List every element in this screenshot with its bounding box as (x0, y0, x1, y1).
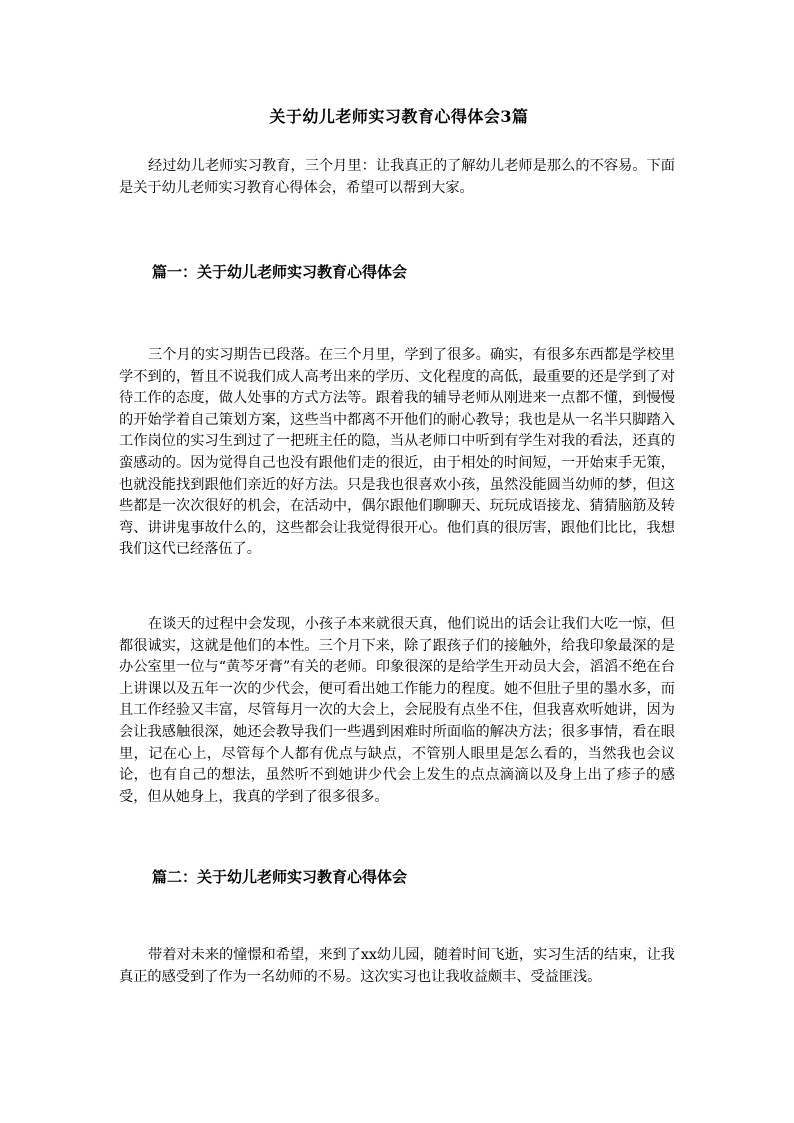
section-1-paragraph-2: 在谈天的过程中会发现，小孩子本来就很天真，他们说出的话会让我们大吃一惊，但都很诚实，这就是他们的本性。三个月下来，除了跟孩子们的接触外，给我印象最深的是办公室里一位与“黄芩牙膏”有关的老师。印象很深的是给学生开动员大会，滔滔不绝在台上讲课以及五年一次的少代会，便可看出她工作能力的程度。她不但肚子里的墨水多，而且工作经验又丰富，尽管每月一次的大会上，会屁股有点坐不住，但我喜欢听她讲，因为会让我感触很深，她还会教导我们一些遇到困难时所面临的解决方法；很多事情，看在眼里，记在心上，尽管每个人都有优点与缺点，不管别人眼里是怎么看的，当然我也会议论，也有自己的想法，虽然听不到她讲少代会上发生的点点滴滴以及身上出了疹子的感受，但从她身上，我真的学到了很多很多。 (119, 616, 675, 805)
section-heading-1: 篇一：关于幼儿老师实习教育心得体会 (152, 263, 408, 281)
document-title: 关于幼儿老师实习教育心得体会3篇 (269, 107, 529, 126)
section-2-paragraph-1: 带着对未来的憧憬和希望，来到了xx幼儿园，随着时间飞逝，实习生活的结束，让我真正的感受到了作为一名幼师的不易。这次实习也让我收益颇丰、受益匪浅。 (119, 947, 675, 985)
intro-paragraph: 经过幼儿老师实习教育，三个月里：让我真正的了解幼儿老师是那么的不容易。下面是关于幼儿老师实习教育心得体会，希望可以帮到大家。 (119, 158, 675, 196)
section-heading-2: 篇二：关于幼儿老师实习教育心得体会 (152, 868, 408, 886)
section-1-paragraph-1: 三个月的实习期告已段落。在三个月里，学到了很多。确实，有很多东西都是学校里学不到的，暂且不说我们成人高考出来的学历、文化程度的高低，最重要的还是学到了对待工作的态度，做人处事的方式方法等。跟着我的辅导老师从刚进来一点都不懂，到慢慢的开始学着自己策划方案，这些当中都离不开他们的耐心教导；我也是从一名半只脚踏入工作岗位的实习生到过了一把班主任的隐，当从老师口中听到有学生对我的看法，还真的蛮感动的。因为觉得自己也没有跟他们走的很近，由于相处的时间短，一开始束手无策，也就没能找到跟他们亲近的好方法。只是我也很喜欢小孩，虽然没能圆当幼师的梦，但这些都是一次次很好的机会，在活动中，偶尔跟他们聊聊天、玩玩成语接龙、猜猜脑筋及转弯、讲讲鬼事故什么的，这些都会让我觉得很开心。他们真的很厉害，跟他们比比，我想我们这代已经落伍了。 (119, 347, 675, 558)
document-page (119, 0, 679, 1123)
